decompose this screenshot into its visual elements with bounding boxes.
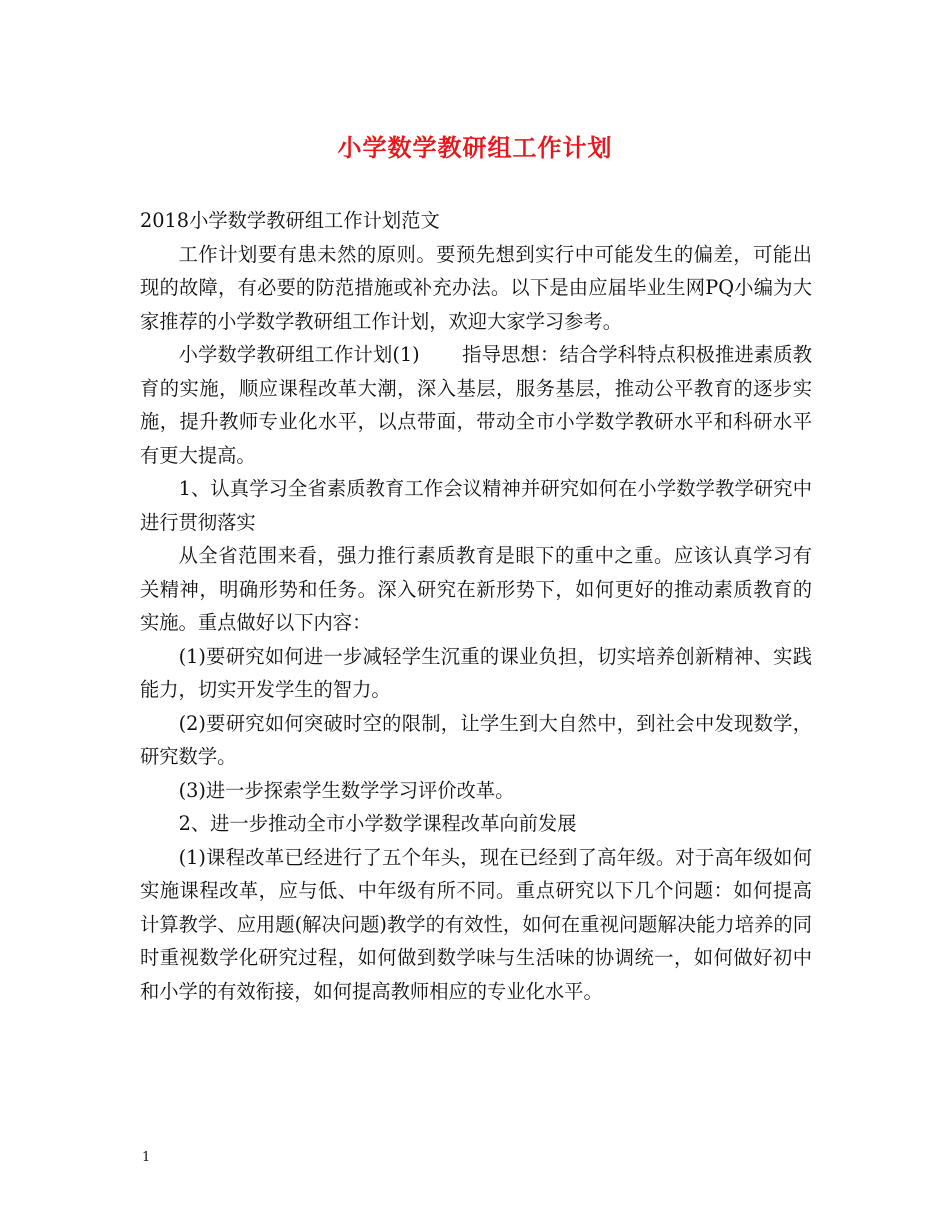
intro-paragraph: 工作计划要有患未然的原则。要预先想到实行中可能发生的偏差，可能出现的故障，有必要的防范措施或补充办法。以下是由应届毕业生网PQ小编为大家推荐的小学数学教研组工作计划，欢迎大家学习参考。 <box>140 242 812 333</box>
plan-heading-paragraph <box>140 338 812 472</box>
plan-heading: 小学数学教研组工作计划(1) <box>178 343 420 366</box>
section-2-heading: 2、进一步推动全市小学数学课程改革向前发展 <box>178 812 577 835</box>
section-1-item-3: (3)进一步探索学生数学学习评价改革。 <box>178 778 515 802</box>
guiding-thought-text: 指导思想：结合学科特点积极推进素质教育的实施，顺应课程改革大潮，深入基层，服务基层，推动公平教育的逐步实施，提升教师专业化水平，以点带面，带动全市小学数学教研水平和科研水平有更大提高。 <box>140 343 813 467</box>
section-1-item-2: (2)要研究如何突破时空的限制，让学生到大自然中，到社会中发现数学，研究数学。 <box>140 711 812 768</box>
section-2-item-1: (1)课程改革已经进行了五个年头，现在已经到了高年级。对于高年级如何实施课程改革，应与低、中年级有所不同。重点研究以下几个问题：如何提高计算教学、应用题(解决问题)教学的有效性，如何在重视问题解决能力培养的同时重视数学化研究过程，如何做到数学味与生活味的协调统一，如何做好初中和小学的有效衔接，如何提高教师相应的专业化水平。 <box>140 845 812 1003</box>
section-1-heading: 1、认真学习全省素质教育工作会议精神并研究如何在小学数学教学研究中进行贯彻落实 <box>140 477 812 534</box>
document-title: 小学数学教研组工作计划 <box>337 133 613 162</box>
section-1-paragraph: 从全省范围来看，强力推行素质教育是眼下的重中之重。应该认真学习有关精神，明确形势和任务。深入研究在新形势下，如何更好的推动素质教育的实施。重点做好以下内容： <box>140 544 812 634</box>
subtitle-paragraph: 2018小学数学教研组工作计划范文 <box>140 209 440 232</box>
document-body <box>140 204 812 1008</box>
section-1-item-1: (1)要研究如何进一步减轻学生沉重的课业负担，切实培养创新精神、实践能力，切实开发学生的智力。 <box>140 644 812 701</box>
page-number: 1 <box>142 1150 151 1165</box>
